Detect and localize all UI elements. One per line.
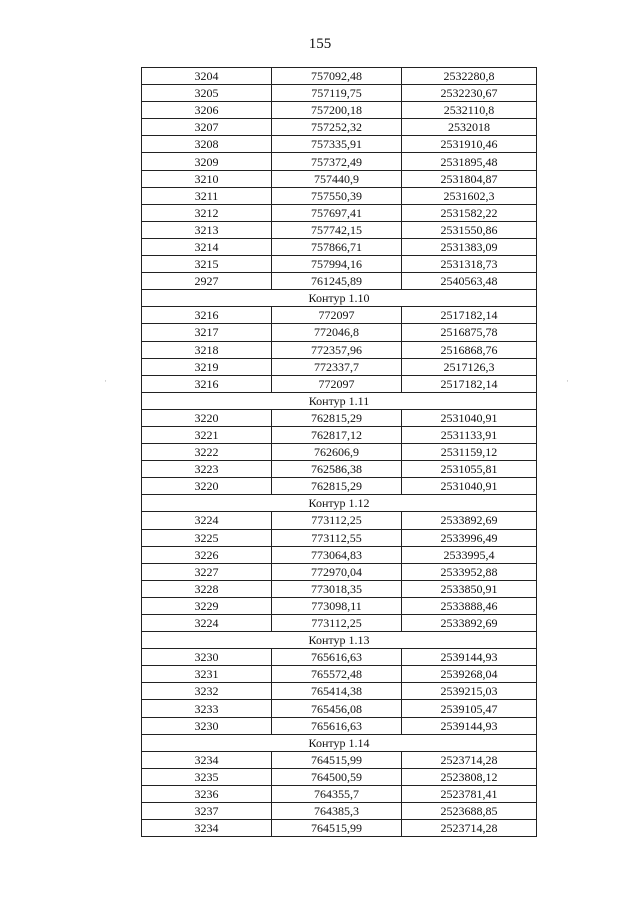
- y-coordinate-cell: 2531040,91: [402, 478, 537, 495]
- y-coordinate-cell: 2531159,12: [402, 444, 537, 461]
- table-row: [142, 580, 537, 597]
- y-coordinate-cell: 2533892,69: [402, 512, 537, 529]
- y-coordinate-cell: 2531550,86: [402, 221, 537, 238]
- y-coordinate-cell: 2532280,8: [402, 68, 537, 85]
- x-coordinate-cell: 764515,99: [272, 820, 402, 837]
- point-number-cell: 3224: [142, 512, 272, 529]
- y-coordinate-cell: 2523714,28: [402, 820, 537, 837]
- x-coordinate-cell: 757866,71: [272, 238, 402, 255]
- point-number-cell: 3216: [142, 375, 272, 392]
- contour-heading: Контур 1.14: [142, 734, 537, 751]
- point-number-cell: 3236: [142, 785, 272, 802]
- x-coordinate-cell: 773064,83: [272, 546, 402, 563]
- point-number-cell: 3213: [142, 221, 272, 238]
- table-row: [142, 136, 537, 153]
- point-number-cell: 3229: [142, 597, 272, 614]
- y-coordinate-cell: 2533952,88: [402, 563, 537, 580]
- point-number-cell: 3209: [142, 153, 272, 170]
- y-coordinate-cell: 2532110,8: [402, 102, 537, 119]
- x-coordinate-cell: 764385,3: [272, 803, 402, 820]
- table-row: [142, 546, 537, 563]
- x-coordinate-cell: 773112,55: [272, 529, 402, 546]
- table-row: [142, 375, 537, 392]
- coordinates-table-body: [142, 68, 537, 837]
- point-number-cell: 3231: [142, 666, 272, 683]
- x-coordinate-cell: 765616,63: [272, 649, 402, 666]
- y-coordinate-cell: 2533995,4: [402, 546, 537, 563]
- y-coordinate-cell: 2532230,67: [402, 85, 537, 102]
- y-coordinate-cell: 2531602,3: [402, 187, 537, 204]
- point-number-cell: 3216: [142, 307, 272, 324]
- x-coordinate-cell: 772046,8: [272, 324, 402, 341]
- x-coordinate-cell: 757200,18: [272, 102, 402, 119]
- point-number-cell: 3218: [142, 341, 272, 358]
- table-row: [142, 238, 537, 255]
- x-coordinate-cell: 764355,7: [272, 785, 402, 802]
- point-number-cell: 3228: [142, 580, 272, 597]
- x-coordinate-cell: 773018,35: [272, 580, 402, 597]
- point-number-cell: 3207: [142, 119, 272, 136]
- x-coordinate-cell: 773112,25: [272, 512, 402, 529]
- y-coordinate-cell: 2517126,3: [402, 358, 537, 375]
- x-coordinate-cell: 757697,41: [272, 204, 402, 221]
- point-number-cell: 3219: [142, 358, 272, 375]
- x-coordinate-cell: 757742,15: [272, 221, 402, 238]
- x-coordinate-cell: 772097: [272, 375, 402, 392]
- point-number-cell: 3233: [142, 700, 272, 717]
- table-row: [142, 666, 537, 683]
- contour-heading-row: [142, 734, 537, 751]
- point-number-cell: 3221: [142, 426, 272, 443]
- point-number-cell: 3220: [142, 478, 272, 495]
- table-row: [142, 649, 537, 666]
- contour-heading-row: [142, 632, 537, 649]
- y-coordinate-cell: 2517182,14: [402, 375, 537, 392]
- table-row: [142, 170, 537, 187]
- table-row: [142, 187, 537, 204]
- point-number-cell: 3237: [142, 803, 272, 820]
- page-number: 155: [308, 36, 332, 52]
- point-number-cell: 3212: [142, 204, 272, 221]
- table-row: [142, 85, 537, 102]
- contour-heading: Контур 1.11: [142, 392, 537, 409]
- table-row: [142, 341, 537, 358]
- table-row: [142, 512, 537, 529]
- y-coordinate-cell: 2531895,48: [402, 153, 537, 170]
- point-number-cell: 3204: [142, 68, 272, 85]
- point-number-cell: 3220: [142, 409, 272, 426]
- contour-heading: Контур 1.12: [142, 495, 537, 512]
- table-row: [142, 153, 537, 170]
- y-coordinate-cell: 2531133,91: [402, 426, 537, 443]
- y-coordinate-cell: 2531055,81: [402, 461, 537, 478]
- point-number-cell: 3234: [142, 820, 272, 837]
- table-row: [142, 256, 537, 273]
- table-row: [142, 119, 537, 136]
- x-coordinate-cell: 757994,16: [272, 256, 402, 273]
- contour-heading: Контур 1.13: [142, 632, 537, 649]
- table-row: [142, 444, 537, 461]
- y-coordinate-cell: 2531910,46: [402, 136, 537, 153]
- x-coordinate-cell: 764515,99: [272, 751, 402, 768]
- table-row: [142, 273, 537, 290]
- y-coordinate-cell: 2531040,91: [402, 409, 537, 426]
- table-row: [142, 820, 537, 837]
- y-coordinate-cell: 2533996,49: [402, 529, 537, 546]
- point-number-cell: 3224: [142, 615, 272, 632]
- x-coordinate-cell: 764500,59: [272, 768, 402, 785]
- x-coordinate-cell: 765572,48: [272, 666, 402, 683]
- point-number-cell: 3227: [142, 563, 272, 580]
- table-row: [142, 529, 537, 546]
- y-coordinate-cell: 2533892,69: [402, 615, 537, 632]
- scan-speck: ·: [104, 376, 107, 386]
- y-coordinate-cell: 2523714,28: [402, 751, 537, 768]
- point-number-cell: 3217: [142, 324, 272, 341]
- point-number-cell: 3214: [142, 238, 272, 255]
- x-coordinate-cell: 762817,12: [272, 426, 402, 443]
- y-coordinate-cell: 2523781,41: [402, 785, 537, 802]
- coordinates-table: [141, 67, 537, 837]
- x-coordinate-cell: 762606,9: [272, 444, 402, 461]
- table-row: [142, 478, 537, 495]
- x-coordinate-cell: 757119,75: [272, 85, 402, 102]
- table-row: [142, 426, 537, 443]
- x-coordinate-cell: 773098,11: [272, 597, 402, 614]
- x-coordinate-cell: 772337,7: [272, 358, 402, 375]
- x-coordinate-cell: 757550,39: [272, 187, 402, 204]
- point-number-cell: 3208: [142, 136, 272, 153]
- table-row: [142, 204, 537, 221]
- y-coordinate-cell: 2532018: [402, 119, 537, 136]
- x-coordinate-cell: 757372,49: [272, 153, 402, 170]
- y-coordinate-cell: 2523808,12: [402, 768, 537, 785]
- point-number-cell: 3230: [142, 649, 272, 666]
- point-number-cell: 3225: [142, 529, 272, 546]
- y-coordinate-cell: 2523688,85: [402, 803, 537, 820]
- point-number-cell: 3222: [142, 444, 272, 461]
- table-row: [142, 102, 537, 119]
- table-row: [142, 358, 537, 375]
- y-coordinate-cell: 2539144,93: [402, 717, 537, 734]
- x-coordinate-cell: 773112,25: [272, 615, 402, 632]
- point-number-cell: 3205: [142, 85, 272, 102]
- x-coordinate-cell: 765456,08: [272, 700, 402, 717]
- x-coordinate-cell: 765616,63: [272, 717, 402, 734]
- table-row: [142, 683, 537, 700]
- y-coordinate-cell: 2533888,46: [402, 597, 537, 614]
- table-row: [142, 461, 537, 478]
- point-number-cell: 2927: [142, 273, 272, 290]
- contour-heading-row: [142, 290, 537, 307]
- y-coordinate-cell: 2540563,48: [402, 273, 537, 290]
- contour-heading-row: [142, 392, 537, 409]
- x-coordinate-cell: 762815,29: [272, 478, 402, 495]
- point-number-cell: 3223: [142, 461, 272, 478]
- x-coordinate-cell: 772357,96: [272, 341, 402, 358]
- x-coordinate-cell: 772097: [272, 307, 402, 324]
- y-coordinate-cell: 2539144,93: [402, 649, 537, 666]
- scan-speck: ·: [566, 376, 569, 386]
- x-coordinate-cell: 761245,89: [272, 273, 402, 290]
- y-coordinate-cell: 2539105,47: [402, 700, 537, 717]
- y-coordinate-cell: 2533850,91: [402, 580, 537, 597]
- table-row: [142, 324, 537, 341]
- table-row: [142, 409, 537, 426]
- table-row: [142, 615, 537, 632]
- point-number-cell: 3210: [142, 170, 272, 187]
- table-row: [142, 307, 537, 324]
- x-coordinate-cell: 757440,9: [272, 170, 402, 187]
- y-coordinate-cell: 2531318,73: [402, 256, 537, 273]
- x-coordinate-cell: 765414,38: [272, 683, 402, 700]
- x-coordinate-cell: 772970,04: [272, 563, 402, 580]
- y-coordinate-cell: 2516868,76: [402, 341, 537, 358]
- table-row: [142, 700, 537, 717]
- y-coordinate-cell: 2516875,78: [402, 324, 537, 341]
- table-row: [142, 68, 537, 85]
- table-row: [142, 803, 537, 820]
- y-coordinate-cell: 2539268,04: [402, 666, 537, 683]
- x-coordinate-cell: 757335,91: [272, 136, 402, 153]
- table-row: [142, 597, 537, 614]
- point-number-cell: 3230: [142, 717, 272, 734]
- table-row: [142, 717, 537, 734]
- point-number-cell: 3235: [142, 768, 272, 785]
- x-coordinate-cell: 757252,32: [272, 119, 402, 136]
- y-coordinate-cell: 2539215,03: [402, 683, 537, 700]
- point-number-cell: 3211: [142, 187, 272, 204]
- y-coordinate-cell: 2531582,22: [402, 204, 537, 221]
- table-row: [142, 768, 537, 785]
- y-coordinate-cell: 2531804,87: [402, 170, 537, 187]
- point-number-cell: 3232: [142, 683, 272, 700]
- table-row: [142, 221, 537, 238]
- point-number-cell: 3234: [142, 751, 272, 768]
- point-number-cell: 3215: [142, 256, 272, 273]
- table-row: [142, 751, 537, 768]
- table-row: [142, 563, 537, 580]
- y-coordinate-cell: 2531383,09: [402, 238, 537, 255]
- y-coordinate-cell: 2517182,14: [402, 307, 537, 324]
- x-coordinate-cell: 757092,48: [272, 68, 402, 85]
- point-number-cell: 3226: [142, 546, 272, 563]
- point-number-cell: 3206: [142, 102, 272, 119]
- contour-heading-row: [142, 495, 537, 512]
- contour-heading: Контур 1.10: [142, 290, 537, 307]
- x-coordinate-cell: 762815,29: [272, 409, 402, 426]
- table-row: [142, 785, 537, 802]
- x-coordinate-cell: 762586,38: [272, 461, 402, 478]
